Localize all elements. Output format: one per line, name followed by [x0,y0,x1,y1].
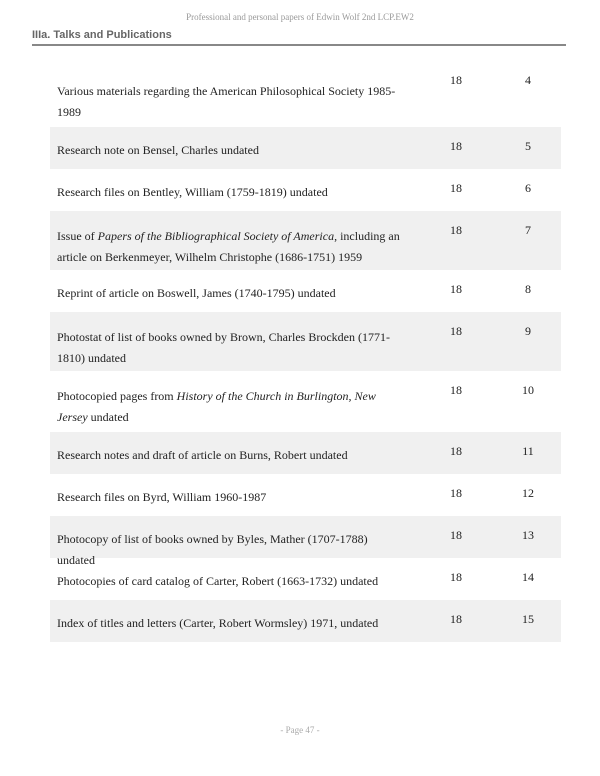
description-text-continued: , including an article on Berkenmeyer, Wilhelm Christophe (1686-1751) 1959 [57,229,400,264]
box-number: 18 [450,444,462,458]
description-text: Issue of [57,229,98,243]
description-text: Research notes and draft of article on Burns, Robert undated [57,448,348,462]
item-description [57,226,402,268]
description-text: Photocopy of list of books owned by Byles, Mather (1707-1788) undated [57,532,368,567]
container-row [50,127,561,169]
container-row [50,600,561,642]
folder-number: 10 [522,383,534,397]
item-description [57,571,402,592]
folder-number: 14 [522,570,534,584]
page-number: - Page 47 - [280,725,320,735]
item-description [57,487,402,508]
box-number: 18 [450,181,462,195]
container-row [50,211,561,270]
folder-number: 12 [522,486,534,500]
description-text: Photocopied pages from [57,389,177,403]
box-number: 18 [450,223,462,237]
description-text: Photocopies of card catalog of Carter, Robert (1663-1732) undated [57,574,379,588]
folder-number: 5 [525,139,531,153]
container-list [50,61,561,642]
folder-number: 15 [522,612,534,626]
container-row [50,312,561,371]
container-row [50,270,561,312]
container-row [50,558,561,600]
description-title-italic: History of the Church in Burlington, New Jersey [57,389,376,424]
item-description [57,182,402,203]
description-text: Research note on Bensel, Charles undated [57,143,259,157]
box-number: 18 [450,73,462,87]
section-title: IIIa. Talks and Publications [32,29,172,41]
container-row [50,516,561,567]
item-description [57,140,402,161]
description-text: Various materials regarding the American Philosophical Society 1985-1989 [57,84,396,119]
description-title-italic: Papers of the Bibliographical Society of America [97,229,335,243]
description-text-continued: undated [87,410,129,424]
container-row [50,474,561,516]
box-number: 18 [450,324,462,338]
container-row [50,432,561,474]
box-number: 18 [450,383,462,397]
item-description [57,81,402,123]
box-number: 18 [450,139,462,153]
box-number: 18 [450,282,462,296]
folder-number: 7 [525,223,531,237]
container-row [50,61,561,127]
box-number: 18 [450,570,462,584]
item-description [57,283,402,304]
description-text: Index of titles and letters (Carter, Robert Wormsley) 1971, undated [57,616,379,630]
folder-number: 9 [525,324,531,338]
folder-number: 4 [525,73,531,87]
description-text: Research files on Byrd, William 1960-1987 [57,490,267,504]
description-text: Reprint of article on Boswell, James (1740-1795) undated [57,286,336,300]
box-number: 18 [450,612,462,626]
item-description [57,445,402,466]
item-description [57,386,402,428]
folder-number: 13 [522,528,534,542]
item-description [57,613,402,634]
container-row [50,371,561,432]
item-description [57,327,402,369]
box-number: 18 [450,486,462,500]
box-number: 18 [450,528,462,542]
folder-number: 11 [522,444,534,458]
description-text: Research files on Bentley, William (1759-1819) undated [57,185,328,199]
folder-number: 8 [525,282,531,296]
container-row [50,169,561,211]
running-header: Professional and personal papers of Edwin Wolf 2nd LCP.EW2 [186,12,414,22]
folder-number: 6 [525,181,531,195]
description-text: Photostat of list of books owned by Brown, Charles Brockden (1771-1810) undated [57,330,390,365]
section-divider [32,44,566,46]
